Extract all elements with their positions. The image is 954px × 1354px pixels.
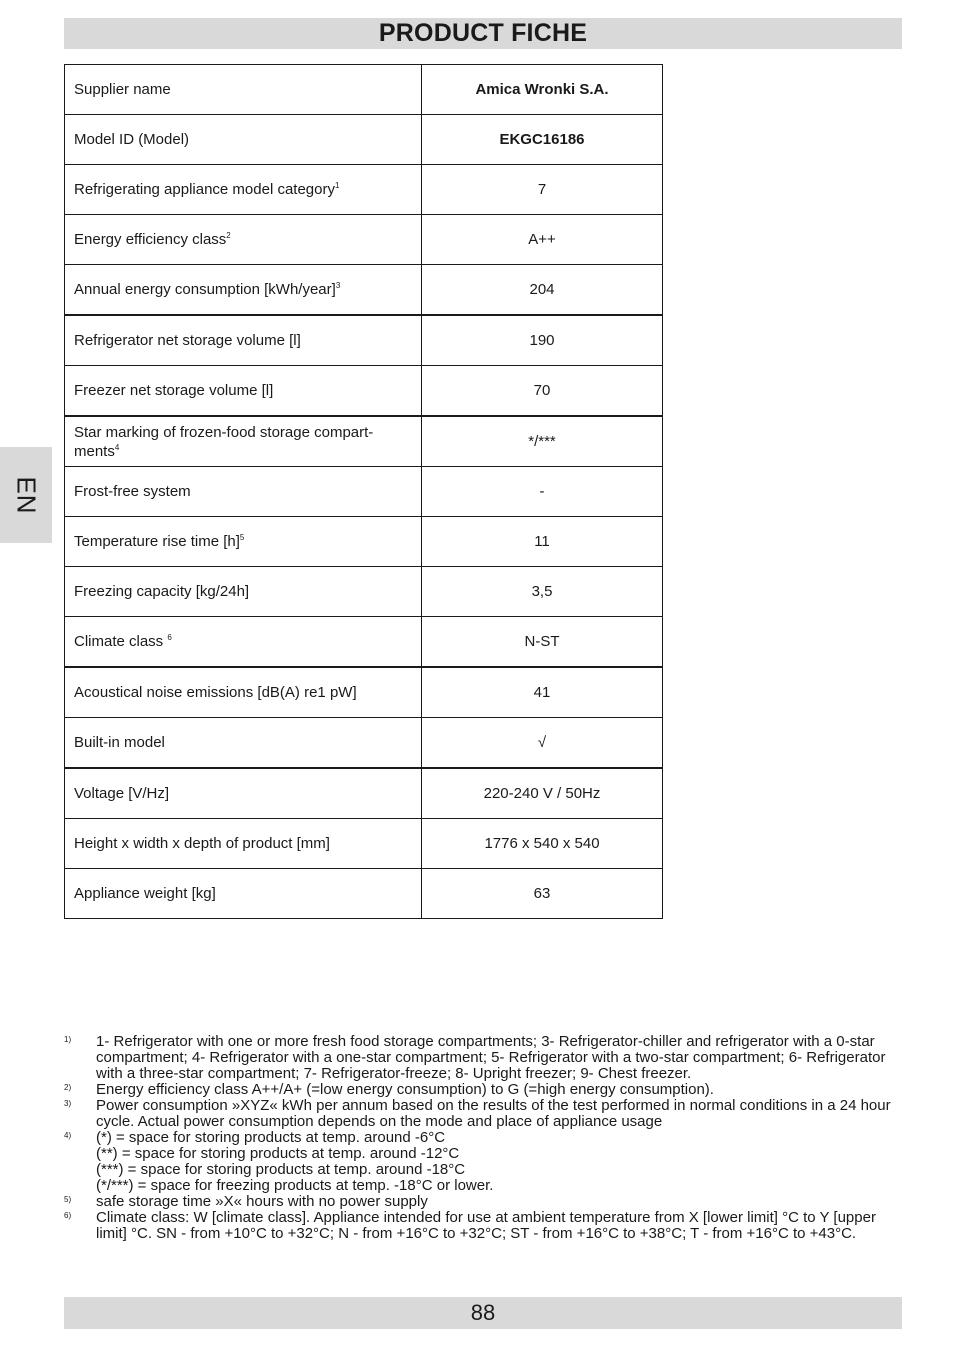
table-row bbox=[65, 517, 663, 567]
row-label: Temperature rise time $[h]^5$ bbox=[65, 517, 422, 567]
row-value: 41 bbox=[422, 667, 663, 718]
row-value: 11 bbox=[422, 517, 663, 567]
table-row bbox=[65, 215, 663, 265]
footnote bbox=[64, 1194, 904, 1210]
row-value: √ bbox=[422, 718, 663, 769]
footnote-line: (*) = space for storing products at temp. around -6°C bbox=[96, 1129, 446, 1146]
row-value: - bbox=[422, 467, 663, 517]
row-value: 204 bbox=[422, 265, 663, 316]
table-row bbox=[65, 366, 663, 417]
row-value: N-ST bbox=[422, 617, 663, 668]
footnote-number: 6) bbox=[64, 1211, 72, 1220]
row-label: Appliance weight [kg] bbox=[65, 869, 422, 919]
footnote-line: (***) = space for storing products at temp. around -18°C bbox=[96, 1161, 466, 1178]
row-value: 70 bbox=[422, 366, 663, 417]
footnote-ref: 1 bbox=[334, 181, 340, 190]
row-label: Annual energy consumption [kWh/year]$^3$ bbox=[65, 265, 422, 316]
footnote-line: (*/***) = space for freezing products at temp. -18°C or lower. bbox=[96, 1177, 494, 1194]
footnote bbox=[64, 1082, 904, 1098]
footnote-text: safe storage time »X« hours with no power supply bbox=[96, 1193, 428, 1210]
row-label: Climate class $^6$ bbox=[65, 617, 422, 668]
footnote-text: Climate class: W [climate class]. Appliance intended for use at ambient temperature from X [lower limit] °C to Y [upper limit] °C. SN - from +10°C to +32°C; N - from +16°C to +32°C; ST - from +16°C to +38°C; T - from +16°C to +43°C. bbox=[96, 1209, 876, 1242]
footnote-ref: 2 bbox=[226, 231, 231, 240]
table-row bbox=[65, 115, 663, 165]
row-value: 190 bbox=[422, 315, 663, 366]
footnote-ref: 6 bbox=[167, 633, 172, 642]
table-row bbox=[65, 467, 663, 517]
footnote-number: 2) bbox=[64, 1083, 72, 1092]
row-value: */*** bbox=[422, 416, 663, 467]
row-value: 1776 x 540 x 540 bbox=[422, 819, 663, 869]
row-value: Amica Wronki S.A. bbox=[422, 65, 663, 115]
row-value: EKGC16186 bbox=[422, 115, 663, 165]
footnote-ref: 5 bbox=[239, 533, 245, 542]
footnote-ref: 4 bbox=[114, 442, 120, 452]
table-row bbox=[65, 416, 663, 467]
row-value: 7 bbox=[422, 165, 663, 215]
footnote-number: 3) bbox=[64, 1099, 72, 1108]
row-label: Built-in model bbox=[65, 718, 422, 769]
language-tab bbox=[0, 447, 52, 543]
footnote-ref: 3 bbox=[335, 281, 341, 290]
table-row bbox=[65, 567, 663, 617]
footnote-text: Power consumption »XYZ« kWh per annum based on the results of the test performed in normal conditions in a 24 hour cycle. Actual power consumption depends on the mode and place of appliance usage bbox=[96, 1097, 891, 1130]
footnote bbox=[64, 1098, 904, 1130]
page-number: 88 bbox=[470, 1300, 496, 1325]
table-row bbox=[65, 65, 663, 115]
footnote-text: Energy efficiency class A++/A+ (=low energy consumption) to G (=high energy consumption). bbox=[96, 1081, 714, 1098]
footnote-number: 1) bbox=[64, 1035, 72, 1044]
footnote-text: 1- Refrigerator with one or more fresh food storage compartments; 3- Refrigerator-chiller and refrigerator with a 0-star compartment; 4- Refrigerator with a one-star compartment; 5- Refrigerator with a two-star compartment; 6- Refrigerator with a three-star compartment; 7- Refrigerator-freeze; 8- Upright freezer; 9- Chest freezer. bbox=[96, 1033, 886, 1082]
page-title: PRODUCT FICHE bbox=[378, 19, 588, 47]
table-row bbox=[65, 718, 663, 769]
table-row bbox=[65, 768, 663, 819]
row-label: Refrigerator net storage volume [l] bbox=[65, 315, 422, 366]
footnotes bbox=[64, 1034, 904, 1242]
row-label: Model ID (Model) bbox=[65, 115, 422, 165]
row-label: Freezer net storage volume [l] bbox=[65, 366, 422, 417]
row-label: Supplier name bbox=[65, 65, 422, 115]
footer-bar bbox=[64, 1297, 902, 1329]
footnote-number: 5) bbox=[64, 1195, 72, 1204]
header-bar bbox=[64, 18, 902, 49]
table-row bbox=[65, 869, 663, 919]
footnote-number: 4) bbox=[64, 1131, 72, 1140]
footnote bbox=[64, 1034, 904, 1082]
row-label: Energy efficiency class$^2$ bbox=[65, 215, 422, 265]
row-value: 220-240 V / 50Hz bbox=[422, 768, 663, 819]
row-value: A++ bbox=[422, 215, 663, 265]
table-row bbox=[65, 819, 663, 869]
row-label: Star marking of frozen-food storage compart-ments$^4$ bbox=[65, 416, 422, 467]
language-tab-label: EN bbox=[11, 475, 42, 515]
row-label: Voltage [V/Hz] bbox=[65, 768, 422, 819]
row-label: Freezing capacity [kg/24h] bbox=[65, 567, 422, 617]
row-label: Frost-free system bbox=[65, 467, 422, 517]
table-row bbox=[65, 617, 663, 668]
footnote-text bbox=[96, 1130, 904, 1194]
row-value: 63 bbox=[422, 869, 663, 919]
row-label: Refrigerating appliance model category$^1$ bbox=[65, 165, 422, 215]
table-row bbox=[65, 165, 663, 215]
table-row bbox=[65, 667, 663, 718]
table-row bbox=[65, 315, 663, 366]
footnote bbox=[64, 1130, 904, 1194]
footnote bbox=[64, 1210, 904, 1242]
table-row bbox=[65, 265, 663, 316]
row-label: Height x width x depth of product [mm] bbox=[65, 819, 422, 869]
row-value: 3,5 bbox=[422, 567, 663, 617]
footnote-line: (**) = space for storing products at temp. around -12°C bbox=[96, 1145, 460, 1162]
row-label: Acoustical noise emissions [dB(A) re1 pW] bbox=[65, 667, 422, 718]
product-fiche-table bbox=[64, 64, 663, 919]
